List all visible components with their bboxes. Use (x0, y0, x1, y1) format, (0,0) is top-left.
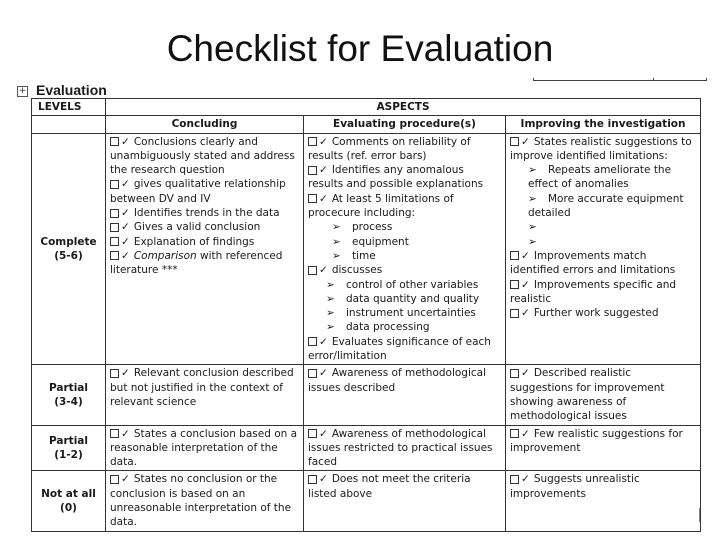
checkbox-icon[interactable] (308, 166, 317, 175)
item-text: Explanation of findings (133, 235, 255, 248)
column-header-row (32, 116, 701, 133)
checklist-item[interactable] (110, 472, 299, 529)
checklist-item[interactable] (110, 366, 299, 409)
checkbox-icon[interactable] (510, 475, 519, 484)
evaluation-rubric-table (31, 98, 701, 532)
checkbox-icon[interactable] (510, 369, 519, 378)
check-mark-icon: ✓ (121, 427, 130, 440)
arrow-bullet-icon: ➢ (326, 321, 335, 334)
concluding-cell (106, 425, 304, 471)
item-text: Relevant conclusion described but not justified in the context of relevant science (110, 367, 294, 408)
concluding-cell (106, 365, 304, 425)
item-text: Described realistic suggestions for improvement showing awareness of methodological issues (510, 367, 665, 423)
item-text: States realistic suggestions to improve identified limitations: (510, 135, 692, 162)
level-name: Complete (40, 235, 97, 248)
checklist-item[interactable] (510, 366, 696, 423)
item-text: Evaluates significance of each error/limitation (308, 335, 491, 363)
checklist-item[interactable] (510, 306, 696, 320)
checklist-item[interactable] (510, 135, 696, 164)
checkbox-icon[interactable] (110, 251, 119, 260)
check-mark-icon: ✓ (319, 473, 328, 486)
improving-cell (506, 471, 701, 531)
checkbox-icon[interactable] (308, 429, 317, 438)
checklist-item[interactable] (510, 278, 696, 307)
check-mark-icon: ✓ (319, 135, 328, 148)
evaluating-cell (304, 133, 506, 365)
checklist-item[interactable] (110, 177, 299, 206)
checklist-item[interactable] (308, 135, 501, 164)
page-edge-mark (699, 508, 700, 522)
sub-bullet (308, 220, 501, 234)
item-text: Identifies trends in the data (133, 207, 280, 220)
sub-bullet-text: data processing (346, 321, 430, 334)
checkbox-icon[interactable] (110, 369, 119, 378)
level-cell (32, 133, 106, 365)
checkbox-icon[interactable] (110, 209, 119, 218)
improving-cell (506, 365, 701, 425)
table-row (32, 133, 701, 365)
checklist-item[interactable] (308, 335, 501, 364)
item-text: At least 5 limitations of procecure including: (308, 192, 454, 220)
sub-bullet (510, 220, 696, 234)
sub-bullet (308, 278, 501, 292)
checkbox-icon[interactable] (510, 251, 519, 260)
check-mark-icon: ✓ (521, 278, 530, 291)
checklist-item[interactable] (110, 220, 299, 234)
item-text: States a conclusion based on a reasonable interpretation of the data. (110, 427, 298, 469)
check-mark-icon: ✓ (521, 135, 530, 148)
slide-title: Checklist for Evaluation (166, 28, 554, 69)
check-mark-icon: ✓ (121, 221, 130, 234)
check-mark-icon: ✓ (521, 249, 530, 262)
document-heading: Evaluation (36, 82, 107, 98)
check-mark-icon: ✓ (319, 427, 328, 440)
arrow-bullet-icon: ➢ (332, 235, 341, 248)
checklist-item[interactable] (110, 235, 299, 249)
item-text: Conclusions clearly and unambiguously stated and address the research question (110, 135, 295, 177)
level-name: Partial (49, 381, 88, 394)
level-range: (1-2) (54, 448, 83, 461)
evaluating-header: Evaluating procedure(s) (304, 116, 506, 133)
arrow-bullet-icon: ➢ (332, 249, 341, 262)
sub-bullet (308, 292, 501, 306)
header-row (32, 99, 701, 116)
check-mark-icon: ✓ (121, 178, 130, 191)
level-name: Partial (49, 434, 88, 447)
arrow-bullet-icon: ➢ (326, 307, 335, 320)
checkbox-icon[interactable] (308, 266, 317, 275)
check-mark-icon: ✓ (121, 207, 130, 220)
item-text: Improvements match identified errors and limitations (510, 249, 676, 277)
checklist-item[interactable] (308, 366, 501, 395)
item-text: Awareness of methodological issues described (308, 367, 487, 394)
sub-bullet-text: equipment (352, 235, 409, 248)
checklist-item[interactable] (110, 206, 299, 220)
arrow-bullet-icon: ➢ (528, 164, 537, 177)
sub-bullet-text: data quantity and quality (346, 292, 480, 305)
evaluating-cell (304, 365, 506, 425)
evaluating-cell (304, 425, 506, 471)
item-text: Improvements specific and realistic (510, 278, 677, 305)
item-text: discusses (331, 264, 383, 277)
checkbox-icon[interactable] (510, 309, 519, 318)
check-mark-icon: ✓ (319, 192, 328, 205)
sub-bullet-text: control of other variables (346, 278, 479, 291)
checkbox-icon[interactable] (308, 337, 317, 346)
sub-bullet (308, 249, 501, 263)
sub-bullet (510, 235, 696, 249)
checkbox-icon[interactable] (110, 180, 119, 189)
item-text: Awareness of methodological issues restricted to practical issues faced (308, 427, 493, 469)
checklist-item[interactable] (510, 472, 696, 501)
level-cell (32, 425, 106, 471)
improving-header: Improving the investigation (506, 116, 701, 133)
arrow-bullet-icon: ➢ (528, 235, 537, 248)
improving-cell (506, 133, 701, 365)
item-text: States no conclusion or the conclusion is based on an unreasonable interpretation of the data. (110, 473, 292, 529)
item-text: Few realistic suggestions for improvement (510, 427, 683, 454)
item-text: with referenced literature *** (110, 249, 283, 277)
checklist-item[interactable] (308, 263, 501, 277)
concluding-cell (106, 471, 304, 531)
arrow-bullet-icon: ➢ (326, 278, 335, 291)
sub-bullet (308, 235, 501, 249)
check-mark-icon: ✓ (121, 473, 130, 486)
checklist-item[interactable] (308, 427, 501, 470)
evaluating-cell (304, 471, 506, 531)
level-range: (3-4) (54, 395, 83, 408)
checkbox-icon[interactable] (110, 137, 119, 146)
level-range: (5-6) (54, 249, 83, 262)
improving-cell (506, 425, 701, 471)
level-name: Not at all (41, 487, 96, 500)
level-cell (32, 365, 106, 425)
check-mark-icon: ✓ (121, 135, 130, 148)
item-text: Suggests unrealistic improvements (510, 473, 640, 500)
blank-header-cell (32, 116, 106, 133)
arrow-bullet-icon: ➢ (332, 221, 341, 234)
item-text: Gives a valid conclusion (133, 221, 261, 234)
aspects-header: ASPECTS (106, 99, 701, 116)
sub-bullet-text: instrument uncertainties (346, 307, 476, 320)
arrow-bullet-icon: ➢ (326, 292, 335, 305)
item-text: Identifies any anomalous results and possible explanations (308, 164, 484, 191)
checklist-item[interactable] (308, 472, 501, 501)
table-move-handle-icon[interactable]: + (18, 86, 27, 96)
level-cell (32, 471, 106, 531)
sub-bullet-text: Repeats ameliorate the effect of anomalies (528, 164, 672, 191)
arrow-bullet-icon: ➢ (528, 192, 537, 205)
sub-bullet-text: time (352, 249, 376, 262)
checkbox-icon[interactable] (110, 475, 119, 484)
sub-bullet (308, 306, 501, 320)
checklist-item[interactable] (308, 192, 501, 221)
checklist-item[interactable] (110, 249, 299, 278)
sub-bullet (510, 163, 696, 192)
checkbox-icon[interactable] (308, 475, 317, 484)
levels-header: LEVELS (32, 99, 106, 116)
level-range: (0) (60, 502, 77, 515)
check-mark-icon: ✓ (121, 367, 130, 380)
item-text-italic: Comparison (133, 249, 197, 262)
sub-bullet-text: process (352, 221, 393, 234)
checkbox-icon[interactable] (110, 223, 119, 232)
checklist-item[interactable] (308, 163, 501, 192)
arrow-bullet-icon: ➢ (528, 221, 537, 234)
checkbox-icon[interactable] (308, 194, 317, 203)
checklist-item[interactable] (510, 249, 696, 278)
item-text: Does not meet the criteria listed above (308, 473, 471, 500)
table-row (32, 471, 701, 531)
table-fragment-border (533, 78, 707, 81)
check-mark-icon: ✓ (521, 367, 530, 380)
checklist-item[interactable] (110, 135, 299, 178)
table-row (32, 425, 701, 471)
check-mark-icon: ✓ (521, 427, 530, 440)
checkbox-icon[interactable] (510, 137, 519, 146)
check-mark-icon: ✓ (319, 367, 328, 380)
concluding-cell (106, 133, 304, 365)
checkbox-icon[interactable] (110, 237, 119, 246)
check-mark-icon: ✓ (319, 264, 328, 277)
check-mark-icon: ✓ (319, 164, 328, 177)
check-mark-icon: ✓ (521, 473, 530, 486)
table-row (32, 365, 701, 425)
check-mark-icon: ✓ (319, 335, 328, 348)
check-mark-icon: ✓ (121, 235, 130, 248)
item-text: Comments on reliability of results (ref. error bars) (308, 135, 471, 162)
checkbox-icon[interactable] (510, 280, 519, 289)
sub-bullet (510, 192, 696, 221)
checklist-item[interactable] (510, 427, 696, 456)
checkbox-icon[interactable] (110, 429, 119, 438)
checkbox-icon[interactable] (308, 137, 317, 146)
item-text: gives qualitative relationship between DV and IV (110, 178, 286, 205)
check-mark-icon: ✓ (121, 249, 130, 262)
check-mark-icon: ✓ (521, 307, 530, 320)
sub-bullet (308, 320, 501, 334)
concluding-header: Concluding (106, 116, 304, 133)
sub-bullet-text: More accurate equipment detailed (528, 192, 684, 220)
item-text: Further work suggested (533, 307, 659, 320)
checklist-item[interactable] (110, 427, 299, 470)
checkbox-icon[interactable] (308, 369, 317, 378)
checkbox-icon[interactable] (510, 429, 519, 438)
